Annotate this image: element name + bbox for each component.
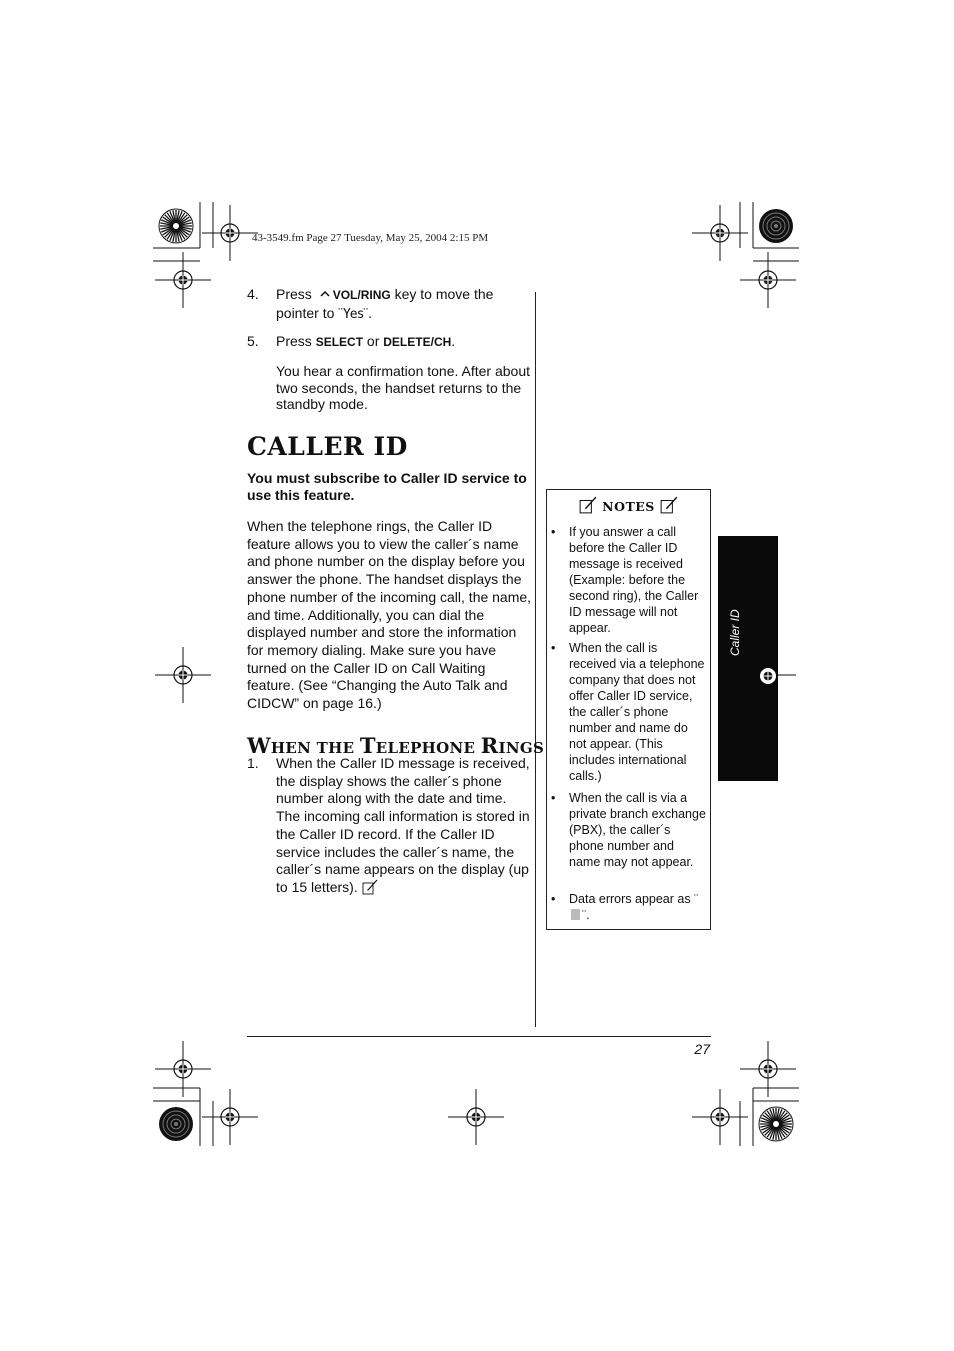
pencil-icon xyxy=(660,496,678,514)
registration-mark-icon xyxy=(758,666,778,686)
pencil-icon xyxy=(362,879,378,895)
section-heading xyxy=(247,432,408,461)
step-text: ¨. xyxy=(363,304,372,321)
step-text: . xyxy=(451,333,456,349)
error-block-icon xyxy=(571,909,580,920)
note-item: • When the call is received via a telephone company that does not offer Caller ID service, the caller´s phone number and name do not appear. (This includes international calls.) xyxy=(551,641,705,783)
note-item: • Data errors appear as ¨¨. xyxy=(551,892,699,922)
step-text: When the Caller ID message is received, the display shows the caller´s phone number along with the date and time. The incoming call information is stored in the Caller ID record. If the Caller ID service includes the caller´s name, the caller´s name appears on the display (up to 15 letters). xyxy=(276,755,530,895)
caller-id-description: When the telephone rings, the Caller ID feature allows you to view the caller´s name and phone number on the display before you answer the phone. The handset displays the phone number of the incoming call, the name, and time. Additionally, you can dial the displayed number and store the information for memory dialing. Make sure you have turned on the Caller ID on Call Waiting feature. (See “Changing the Auto Talk and CIDCW” on page 16.) xyxy=(247,518,532,712)
notes-title: NOTES xyxy=(602,499,655,514)
note-item: • When the call is via a private branch exchange (PBX), the caller´s phone number and name may not appear. xyxy=(551,791,706,869)
key-name: SELECT xyxy=(315,335,364,349)
confirmation-text: You hear a confirmation tone. After about two seconds, the handset returns to the standby mode. xyxy=(276,363,530,413)
step-text: Press xyxy=(276,286,312,302)
subscription-notice: You must subscribe to Caller ID service to use this feature. xyxy=(247,470,527,503)
page-number: 27 xyxy=(694,1041,710,1057)
step-text: key to move the pointer to ¨ xyxy=(276,286,494,321)
step-text: or xyxy=(366,333,380,349)
caret-up-icon xyxy=(319,289,331,299)
key-name: VOL/RING xyxy=(332,288,391,302)
notes-heading xyxy=(547,496,710,514)
step-number: 5. xyxy=(247,333,259,349)
file-info-header: 43-3549.fm Page 27 Tuesday, May 25, 2004 2:15 PM xyxy=(252,232,489,244)
section-title: CALLER ID xyxy=(247,432,408,461)
subsection-title: WHEN THE TELEPHONE RINGS xyxy=(247,733,545,758)
note-item: • If you answer a call before the Caller ID message is received (Example: before the second ring), the Caller ID message will not appear. xyxy=(551,525,699,635)
chapter-tab xyxy=(718,536,778,781)
step-1 xyxy=(247,755,532,897)
step-5 xyxy=(247,333,532,352)
step-4 xyxy=(247,286,532,323)
footer-rule xyxy=(247,1036,711,1037)
chapter-tab-label: Caller ID xyxy=(728,609,742,656)
notes-box xyxy=(546,489,711,930)
column-divider xyxy=(535,292,536,1027)
step-number: 4. xyxy=(247,286,259,302)
lcd-text: Yes xyxy=(342,306,364,322)
step-number: 1. xyxy=(247,755,259,771)
key-name: DELETE/CH xyxy=(383,335,452,349)
pencil-icon xyxy=(579,496,597,514)
step-text: Press xyxy=(276,333,312,349)
